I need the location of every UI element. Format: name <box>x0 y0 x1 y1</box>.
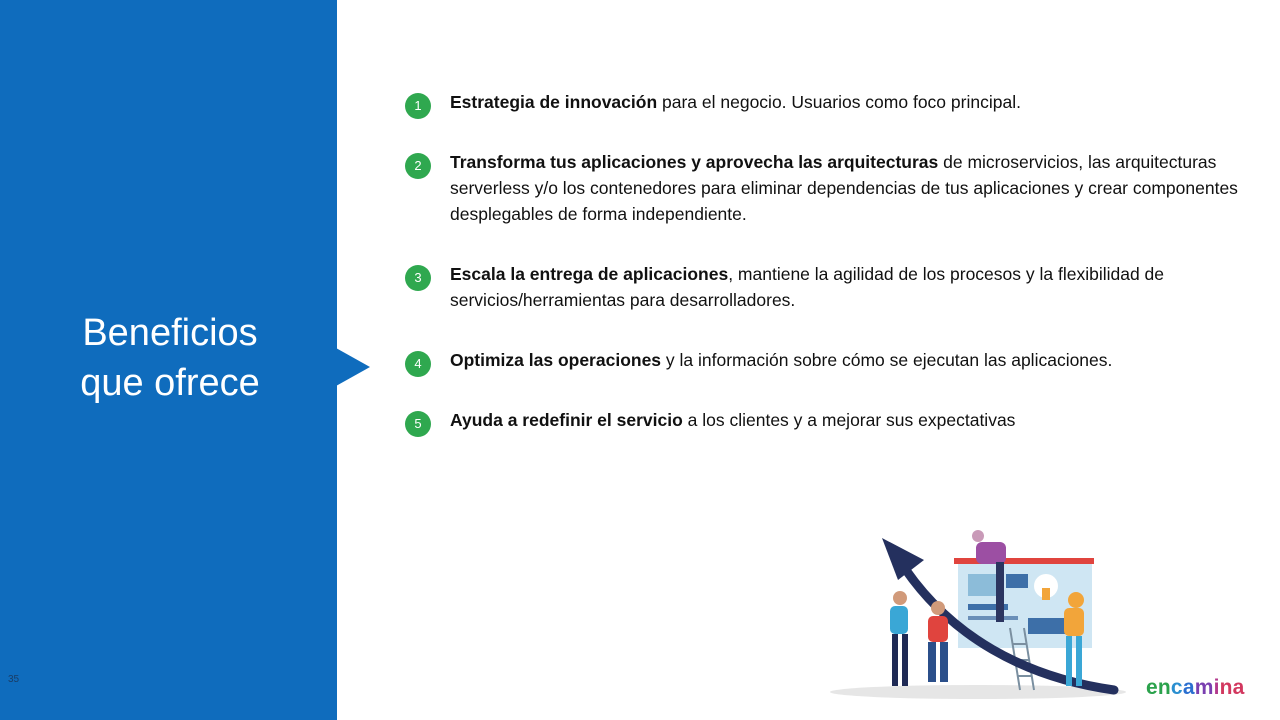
number-badge: 2 <box>405 153 431 179</box>
number-badge: 5 <box>405 411 431 437</box>
benefit-bold: Estrategia de innovación <box>450 92 658 112</box>
slide-title <box>0 308 340 408</box>
benefit-bold: Escala la entrega de aplicaciones <box>450 264 729 284</box>
pointer-arrow <box>336 348 370 386</box>
benefit-text <box>450 149 1245 227</box>
benefit-text <box>450 407 1245 433</box>
benefit-rest: , mantiene la agilidad de los procesos y la flexibilidad de servicios/herramientas para desarrolladores. <box>450 264 1165 310</box>
benefit-bold: Transforma tus aplicaciones y aprovecha las arquitecturas <box>450 152 939 172</box>
benefit-rest: a los clientes y a mejorar sus expectativas <box>682 410 1016 430</box>
benefit-item-3 <box>405 261 1245 313</box>
benefit-item-1 <box>405 89 1245 115</box>
benefit-item-5 <box>405 407 1245 433</box>
benefit-rest: y la información sobre cómo se ejecutan las aplicaciones. <box>661 350 1113 370</box>
encamina-logo: encamina <box>1146 676 1245 699</box>
benefit-item-2 <box>405 149 1245 227</box>
page-number: 35 <box>8 674 20 685</box>
benefit-rest: para el negocio. Usuarios como foco principal. <box>657 92 1021 112</box>
benefit-text <box>450 261 1245 313</box>
number-badge: 1 <box>405 93 431 119</box>
benefit-rest: de microservicios, las arquitecturas serverless y/o los contenedores para eliminar dependencias de tus aplicaciones y crear componentes desplegables de forma independiente. <box>450 152 1238 224</box>
benefit-bold: Ayuda a redefinir el servicio <box>450 410 683 430</box>
benefit-bold: Optimiza las operaciones <box>450 350 662 370</box>
title-line-1: Beneficios <box>82 312 258 354</box>
team-growth-illustration <box>828 528 1128 700</box>
number-badge: 3 <box>405 265 431 291</box>
benefit-item-4 <box>405 347 1245 373</box>
number-badge: 4 <box>405 351 431 377</box>
benefit-text <box>450 347 1245 373</box>
title-line-2: que ofrece <box>80 362 260 404</box>
benefit-text <box>450 89 1245 115</box>
